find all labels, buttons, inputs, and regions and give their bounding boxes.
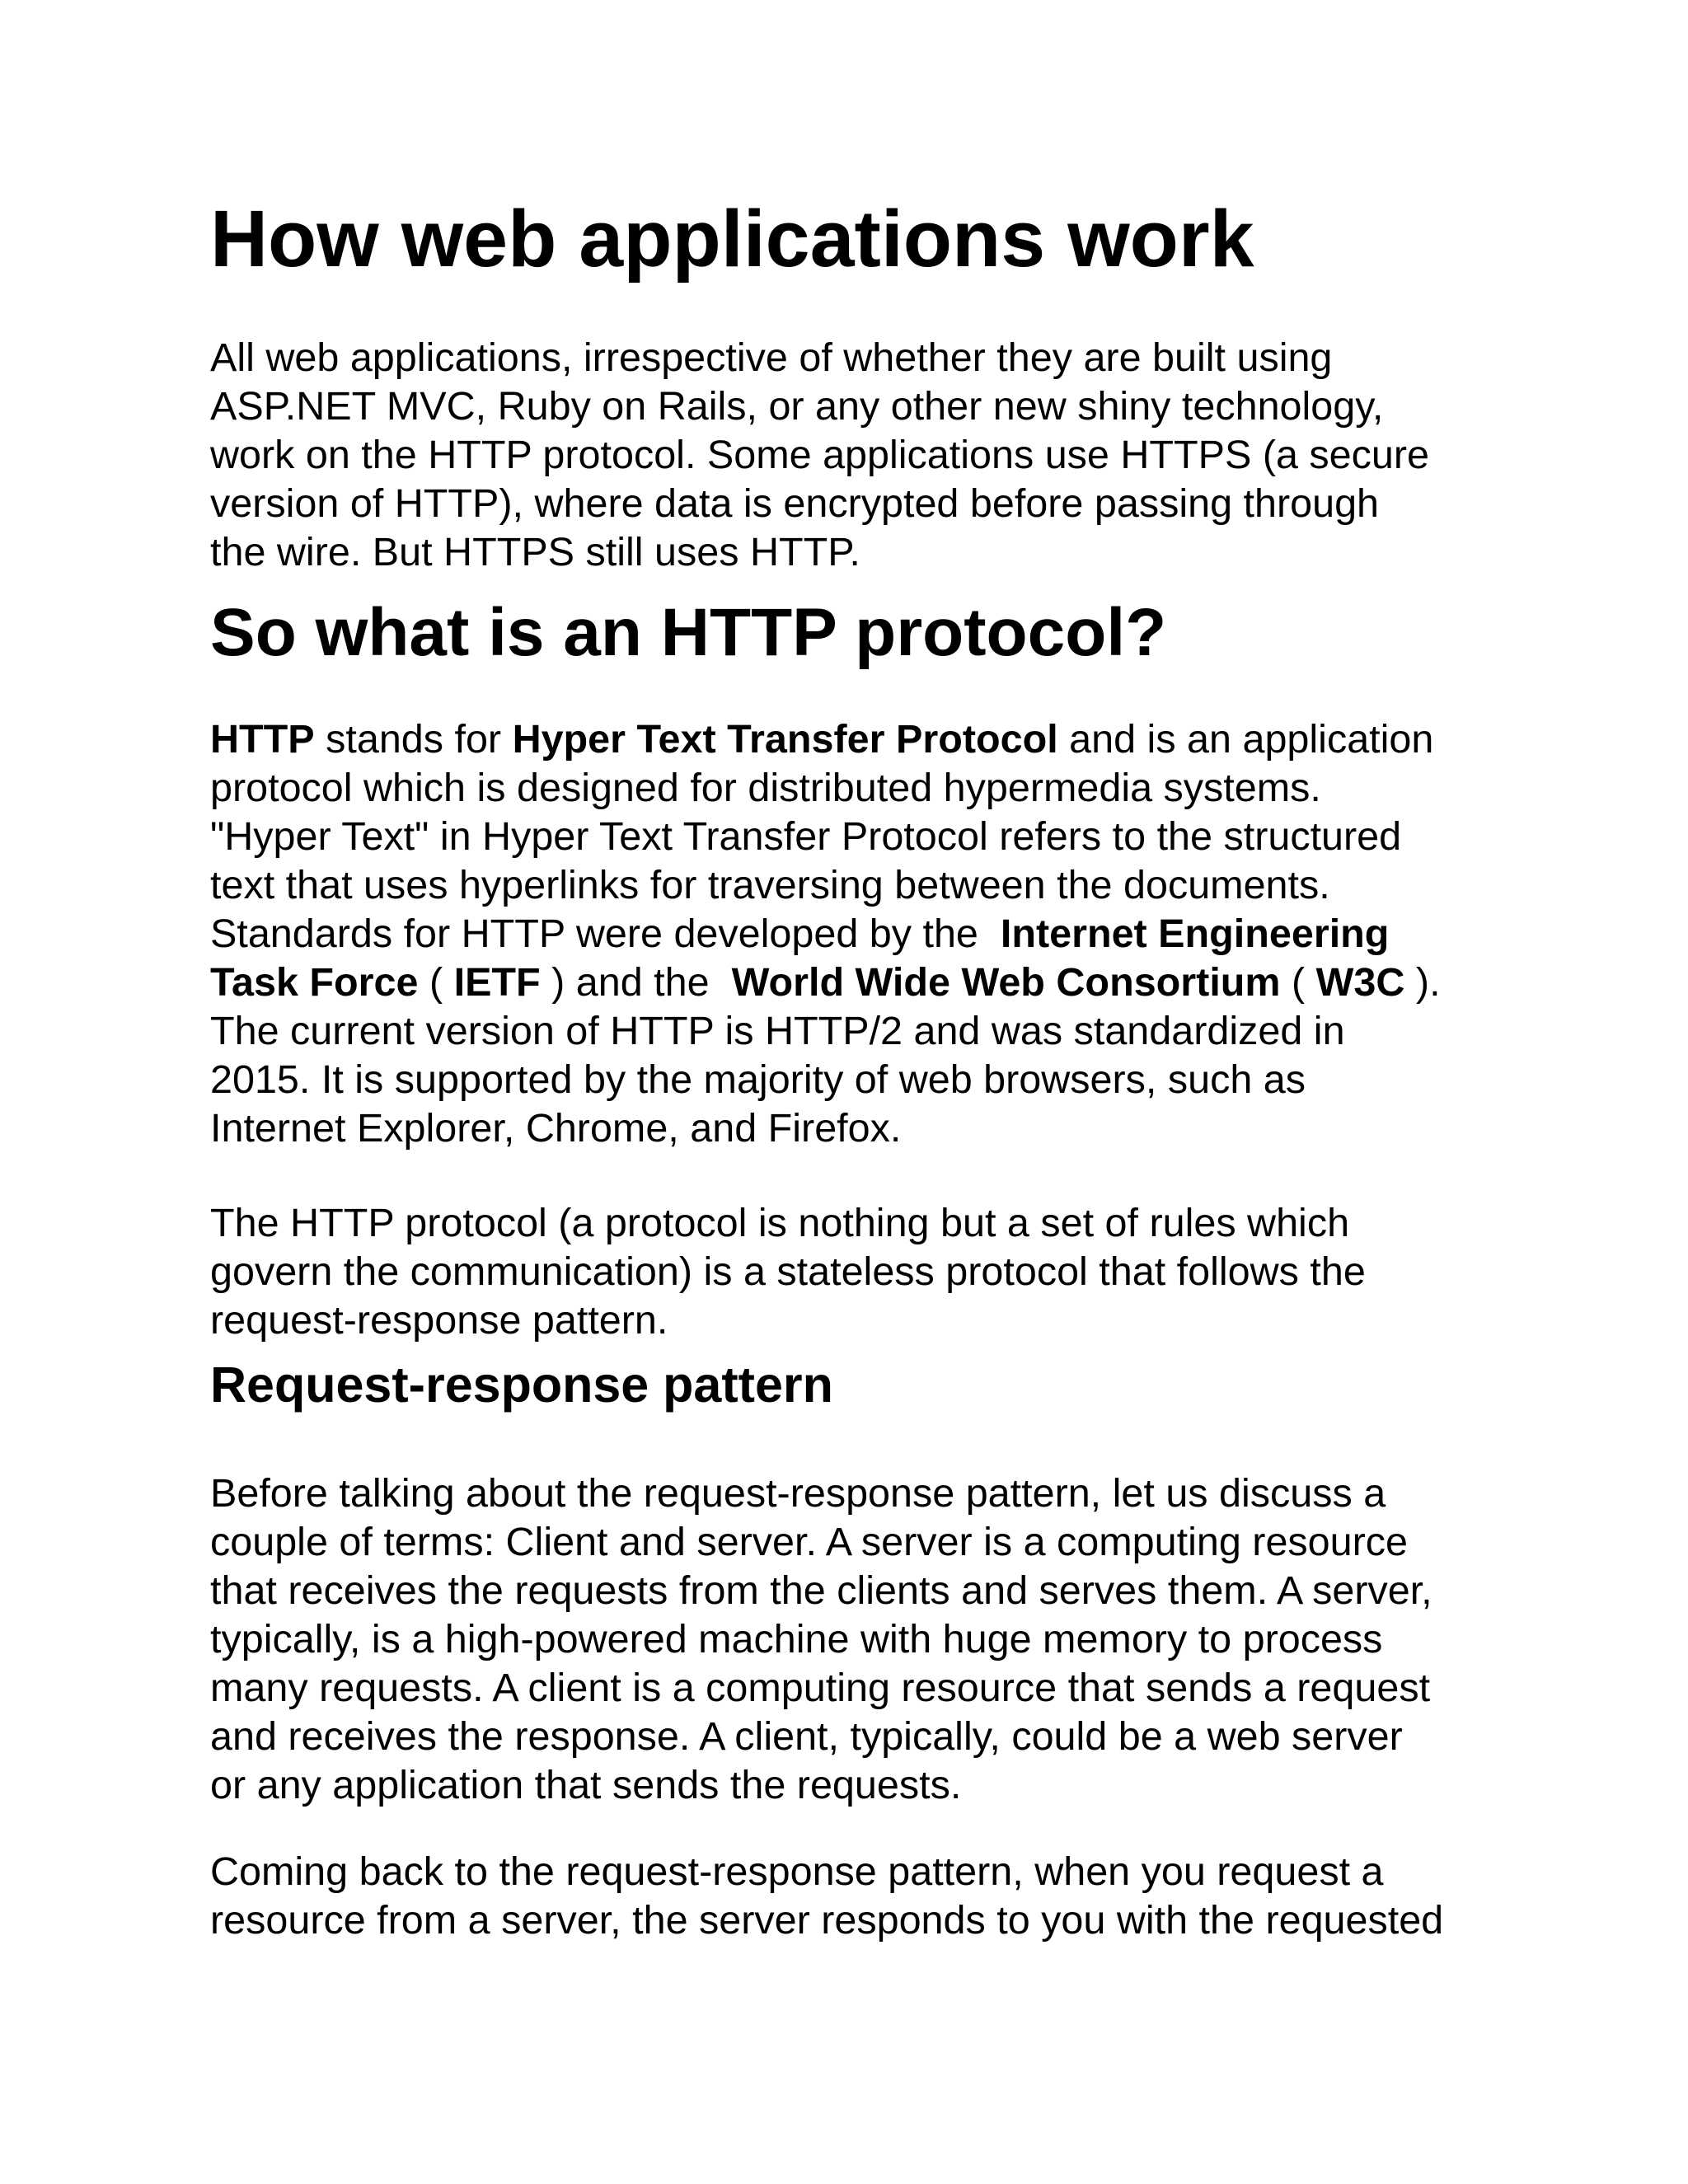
text-run: ). — [1404, 960, 1441, 1005]
paragraph-line: request-response pattern. — [210, 1298, 668, 1343]
bold-term: Internet Engineering — [1000, 912, 1390, 956]
paragraph-line: Coming back to the request-response pattern, when you request a — [210, 1849, 1384, 1894]
paragraph-line: The HTTP protocol (a protocol is nothing but a set of rules which — [210, 1201, 1350, 1245]
bold-term: W3C — [1315, 960, 1405, 1005]
paragraph-line: typically, is a high-powered machine with huge memory to process — [210, 1617, 1383, 1661]
text-run: ( — [418, 960, 454, 1005]
section-heading: So what is an HTTP protocol? — [210, 595, 1167, 670]
paragraph-line: that receives the requests from the clients and serves them. A server, — [210, 1568, 1432, 1613]
paragraph-line: Internet Explorer, Chrome, and Firefox. — [210, 1106, 902, 1151]
paragraph-line: govern the communication) is a stateless protocol that follows the — [210, 1249, 1366, 1294]
intro-line: the wire. But HTTPS still uses HTTP. — [210, 530, 860, 574]
paragraph-line: protocol which is designed for distributed hypermedia systems. — [210, 766, 1321, 810]
paragraph-line: 2015. It is supported by the majority of web browsers, such as — [210, 1057, 1306, 1102]
page-title: How web applications work — [210, 194, 1254, 284]
paragraph-line: couple of terms: Client and server. A server is a computing resource — [210, 1520, 1408, 1564]
paragraph-line: or any application that sends the requests. — [210, 1763, 962, 1807]
client-server-paragraph — [210, 1469, 1432, 1810]
paragraph-line: many requests. A client is a computing resource that sends a request — [210, 1666, 1431, 1710]
paragraph-line: The current version of HTTP is HTTP/2 and was standardized in — [210, 1009, 1345, 1053]
paragraph-line: resource from a server, the server responds to you with the requested — [210, 1898, 1444, 1943]
intro-line: work on the HTTP protocol. Some applications use HTTPS (a secure — [210, 433, 1429, 477]
bold-term: Hyper Text Transfer Protocol — [512, 717, 1058, 762]
paragraph-line: "Hyper Text" in Hyper Text Transfer Protocol refers to the structured — [210, 814, 1402, 859]
text-run: stands for — [314, 717, 513, 762]
paragraph-line — [210, 715, 1441, 764]
text-run: ) and the — [540, 960, 732, 1005]
intro-line: version of HTTP), where data is encrypted before passing through — [210, 481, 1380, 526]
paragraph-line: and receives the response. A client, typically, could be a web server — [210, 1714, 1403, 1759]
paragraph-line: text that uses hyperlinks for traversing between the documents. — [210, 863, 1330, 907]
text-run: Standards for HTTP were developed by the — [210, 912, 1001, 956]
closing-paragraph — [210, 1848, 1443, 1945]
bold-term: Task Force — [210, 960, 419, 1005]
text-run: ( — [1280, 960, 1316, 1005]
subsection-heading: Request-response pattern — [210, 1357, 833, 1413]
paragraph-line — [210, 910, 1441, 958]
stateless-paragraph — [210, 1199, 1366, 1345]
bold-term: World Wide Web Consortium — [731, 960, 1281, 1005]
bold-term: HTTP — [210, 717, 315, 762]
paragraph-line — [210, 958, 1441, 1007]
text-run: and is an application — [1057, 717, 1434, 762]
bold-term: IETF — [453, 960, 541, 1005]
intro-line: All web applications, irrespective of whether they are built using — [210, 335, 1333, 380]
intro-paragraph — [210, 334, 1429, 577]
http-definition-paragraph — [210, 715, 1441, 1153]
paragraph-line: Before talking about the request-response pattern, let us discuss a — [210, 1471, 1386, 1516]
intro-line: ASP.NET MVC, Ruby on Rails, or any other new shiny technology, — [210, 384, 1384, 429]
